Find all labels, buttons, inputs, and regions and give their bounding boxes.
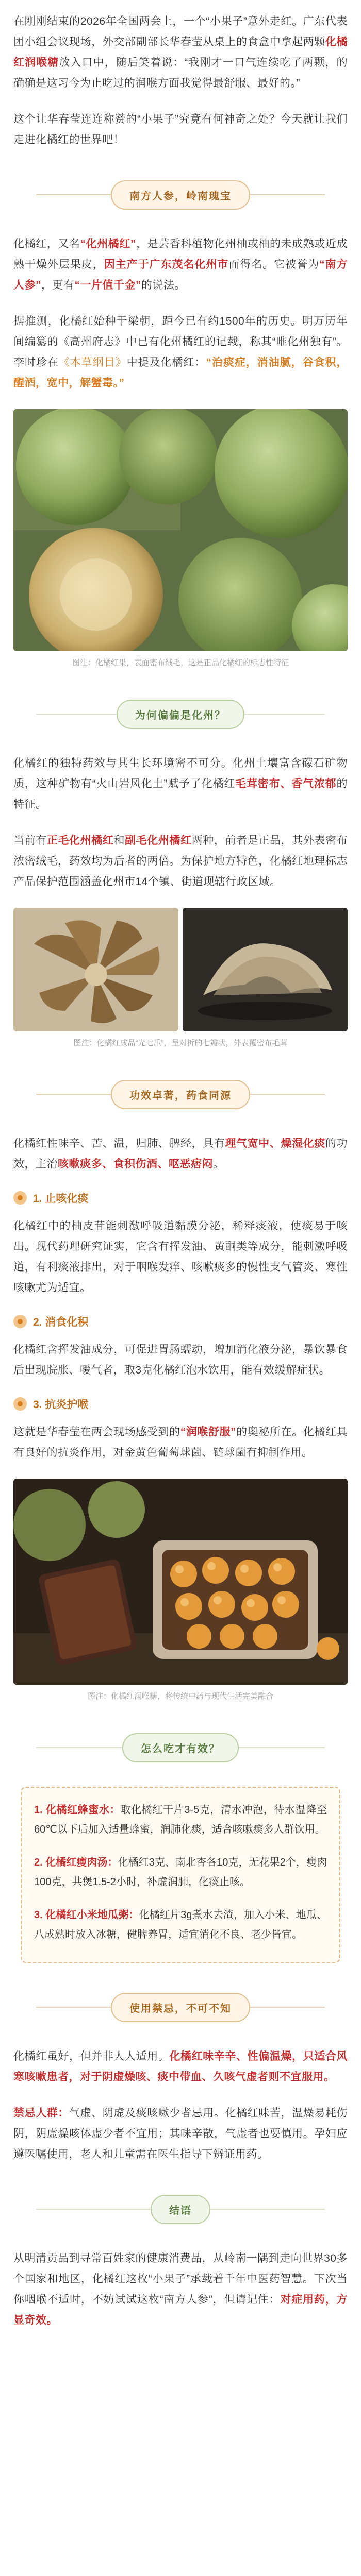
subheading-text: 1. 止咳化痰 bbox=[33, 1193, 89, 1205]
highlight-candy: 化橘红润喉糖 bbox=[13, 36, 348, 69]
highlight: “润喉舒服” bbox=[180, 1426, 237, 1438]
text: 中提及化橘红： bbox=[126, 357, 206, 368]
s1-paragraph-1 bbox=[13, 234, 348, 296]
photo-dried-peel-1 bbox=[13, 908, 178, 1031]
highlight: 因主产于广东茂名化州市 bbox=[104, 259, 229, 270]
section-title: 为何偏偏是化州？ bbox=[117, 700, 244, 729]
recipe-box bbox=[21, 1787, 340, 1963]
intro-text: 在刚刚结束的2026年全国两会上，一个“小果子”意外走红。广东代表团小组会议现场，外交部副部长华春莹从桌上的食盒中拿起两颗 bbox=[13, 15, 348, 48]
s5-paragraph-1 bbox=[13, 2046, 348, 2088]
section-title: 使用禁忌，不可不知 bbox=[111, 1993, 250, 2022]
dried-peel-image bbox=[13, 908, 178, 1031]
text: 气虚、阴虚及痰咳嗽少者忌用。化橘红味苦，温燥易耗伤阴，阴虚燥咳体虚少者不宜用；其味辛散，气虚者也要慎用。孕妇应遵医嘱使用，老人和儿童需在医生指导下辨证用药。 bbox=[13, 2107, 348, 2160]
photo-dried-peel-pair bbox=[13, 908, 348, 1031]
image-caption-2: 图注：化橘红成品“光七爪”，呈对折的七瓣状，外表覆密布毛茸 bbox=[73, 1039, 288, 1047]
highlight: 化橘红味辛辛、性偏温燥，只适合风寒咳嗽患者，对于阴虚燥咳、痰中带血、久咳气虚者则不宜服用。 bbox=[13, 2050, 348, 2083]
text: 化橘红的独特药效与其生长环境密不可分。化州土壤富含礞石矿物质，这种矿物有 bbox=[13, 757, 348, 790]
bullet-icon bbox=[13, 1191, 27, 1205]
bullet-icon bbox=[13, 1397, 27, 1411]
candy-tin-image bbox=[13, 1479, 348, 1685]
s2-paragraph-1 bbox=[13, 753, 348, 815]
photo-throat-candy-tin bbox=[13, 1479, 348, 1685]
highlight: 对症用药，方显奇效。 bbox=[13, 2294, 348, 2326]
highlight: “一片值千金” bbox=[74, 279, 141, 291]
quote-highlight: “治痰症，消油腻，谷食积，醒酒，宽中，解蟹毒。” bbox=[13, 357, 348, 389]
highlight: 正毛化州橘红 bbox=[46, 835, 114, 846]
s3-paragraph-4 bbox=[13, 1422, 348, 1463]
intro-text: 放入口中，随后笑着说：“我刚才一口气连续吃了两颗，的确确是这习今为止吃过的润喉方面我觉得最舒服、最好的。” bbox=[13, 57, 348, 89]
subheading-cough bbox=[13, 1190, 348, 1206]
section-header-4 bbox=[36, 1729, 325, 1766]
section-title: 功效卓著，药食同源 bbox=[111, 1080, 250, 1109]
highlight: 禁忌人群： bbox=[13, 2107, 70, 2119]
s5-paragraph-2 bbox=[13, 2103, 348, 2165]
photo-dried-peel-2 bbox=[183, 908, 348, 1031]
s6-paragraph-1 bbox=[13, 2248, 348, 2331]
text: ，更有 bbox=[41, 279, 75, 291]
text: ，是芸香科植物化州柚或柚的未成熟或近成熟干燥外层果皮， bbox=[13, 238, 348, 270]
recipe-title: 1. 化橘红蜂蜜水： bbox=[34, 1804, 121, 1816]
recipe-2 bbox=[34, 1853, 327, 1892]
section-title: 结语 bbox=[151, 2195, 210, 2224]
text: 两种，前者是正品，其外表密布浓密绒毛，药效均为后者的两倍。为保护地方特色，化橘红地理标志产品保护范围涵盖化州市14个镇、街道现辖行政区域。 bbox=[13, 835, 348, 888]
recipe-text: 化橘红片3g煮水去渣，加入小米、地瓜、八成熟时放入冰糖，健脾养胃，适宜消化不良、老少皆宜。 bbox=[34, 1909, 327, 1940]
text: 和 bbox=[113, 835, 125, 846]
section-title: 南方人参，岭南瑰宝 bbox=[111, 180, 250, 210]
text: 从明清贡品到寻常百姓家的健康消费品，从岭南一隅到走向世界30多个国家和地区，化橘红这枚“小果子”承载着千年中医药智慧。下次当你咽喉不适时，不妨试试这枚“南方人参”，但请记住： bbox=[13, 2252, 348, 2306]
s3-paragraph-1 bbox=[13, 1133, 348, 1175]
section-header-5 bbox=[36, 1989, 325, 2026]
highlight: 毛茸密布、香气浓郁 bbox=[235, 778, 337, 790]
highlight: “南方人参” bbox=[13, 259, 348, 291]
text: “火山岩风化土”赋予了化橘红 bbox=[92, 778, 236, 790]
highlight: 理气宽中、燥湿化痰 bbox=[225, 1138, 325, 1149]
s2-paragraph-2 bbox=[13, 831, 348, 892]
subheading-text: 3. 抗炎护喉 bbox=[33, 1399, 89, 1411]
section-header-1 bbox=[36, 176, 325, 213]
recipe-text: 取化橘红干片3-5克，清水冲泡，待水温降至60℃以下后加入适量蜂蜜，润肺化痰，适合咳嗽痰多人群饮用。 bbox=[34, 1804, 327, 1835]
recipe-title: 2. 化橘红瘦肉汤： bbox=[34, 1857, 118, 1868]
s1-paragraph-2 bbox=[13, 311, 348, 394]
photo-pomelo-fruits bbox=[13, 409, 348, 651]
text: 的说法。 bbox=[141, 279, 186, 291]
section-header-2 bbox=[36, 696, 325, 733]
section-header-6 bbox=[36, 2191, 325, 2228]
text: 的功效，主治 bbox=[13, 1138, 348, 1170]
subheading-text: 2. 消食化积 bbox=[33, 1316, 89, 1328]
intro-paragraph-1 bbox=[13, 11, 348, 94]
s3-paragraph-2: 化橘红中的柚皮苷能刺激呼吸道黏膜分泌，稀释痰液，使痰易于咳出。现代药理研究证实，它含有挥发油、黄酮类等成分，能刺激呼吸道，有利痰液排出，对于咽喉发痒、咳嗽痰多的慢性支气管炎、寒性咳嗽尤为适宜。 bbox=[13, 1220, 348, 1294]
subheading-digestion bbox=[13, 1314, 348, 1329]
pomelo-fruits-image bbox=[13, 409, 348, 651]
section-header-3 bbox=[36, 1076, 325, 1113]
text: 这就是华春莹在两会现场感受到的 bbox=[13, 1426, 180, 1438]
text: 化橘红，又名 bbox=[13, 238, 80, 250]
highlight: “化州橘红” bbox=[80, 238, 136, 250]
highlight: 咳嗽痰多、食积伤酒、呕恶痞闷 bbox=[58, 1158, 213, 1170]
s3-paragraph-3: 化橘红含挥发油成分，可促进胃肠蠕动，增加消化液分泌，暴饮暴食后出现脘胀、嗳气者，取3克化橘红泡水饮用，能有效缓解症状。 bbox=[13, 1344, 348, 1376]
text: 的特征。 bbox=[13, 778, 348, 810]
bullet-icon bbox=[13, 1315, 27, 1328]
recipe-text: 化橘红3克、南北杏各10克，无花果2个，瘦肉100克，共煲1.5-2小时，补虚润肺，化痰止咳。 bbox=[34, 1857, 327, 1888]
text: 当前有 bbox=[13, 835, 47, 846]
dried-peel-image bbox=[183, 908, 348, 1031]
text: 化橘红性味辛、苦、温，归肺、脾经，具有 bbox=[13, 1138, 225, 1149]
text: 而得名。它被誉为 bbox=[228, 259, 320, 270]
subheading-throat bbox=[13, 1396, 348, 1412]
recipe-title: 3. 化橘红小米地瓜粥： bbox=[34, 1909, 139, 1921]
text: 据推测，化橘红始种于梁朝，距今已有约1500年的历史。明万历年间编纂的《高州府志》中已有化州橘红的记载，称其“唯化州独有”。李时珍在 bbox=[13, 315, 348, 368]
image-caption-3: 图注：化橘红润喉糖，将传统中药与现代生活完美融合 bbox=[87, 1692, 273, 1701]
image-caption-1: 图注：化橘红果，表面密布绒毛，这是正品化橘红的标志性特征 bbox=[72, 658, 289, 667]
recipe-3 bbox=[34, 1905, 327, 1944]
intro-paragraph-2: 这个让华春莹连连称赞的“小果子”究竟有何神奇之处？今天就让我们走进化橘红的世界吧！ bbox=[13, 113, 348, 146]
text: 。 bbox=[213, 1158, 224, 1170]
recipe-1 bbox=[34, 1800, 327, 1839]
text: 的奥秘所在。化橘红具有良好的抗炎作用，对金黄色葡萄球菌、链球菌有抑制作用。 bbox=[13, 1426, 348, 1459]
book-title: 《本草纲目》 bbox=[58, 357, 127, 368]
text: 化橘红虽好，但并非人人适用。 bbox=[13, 2050, 170, 2062]
highlight: 副毛化州橘红 bbox=[125, 835, 192, 846]
section-title: 怎么吃才有效？ bbox=[122, 1733, 239, 1762]
